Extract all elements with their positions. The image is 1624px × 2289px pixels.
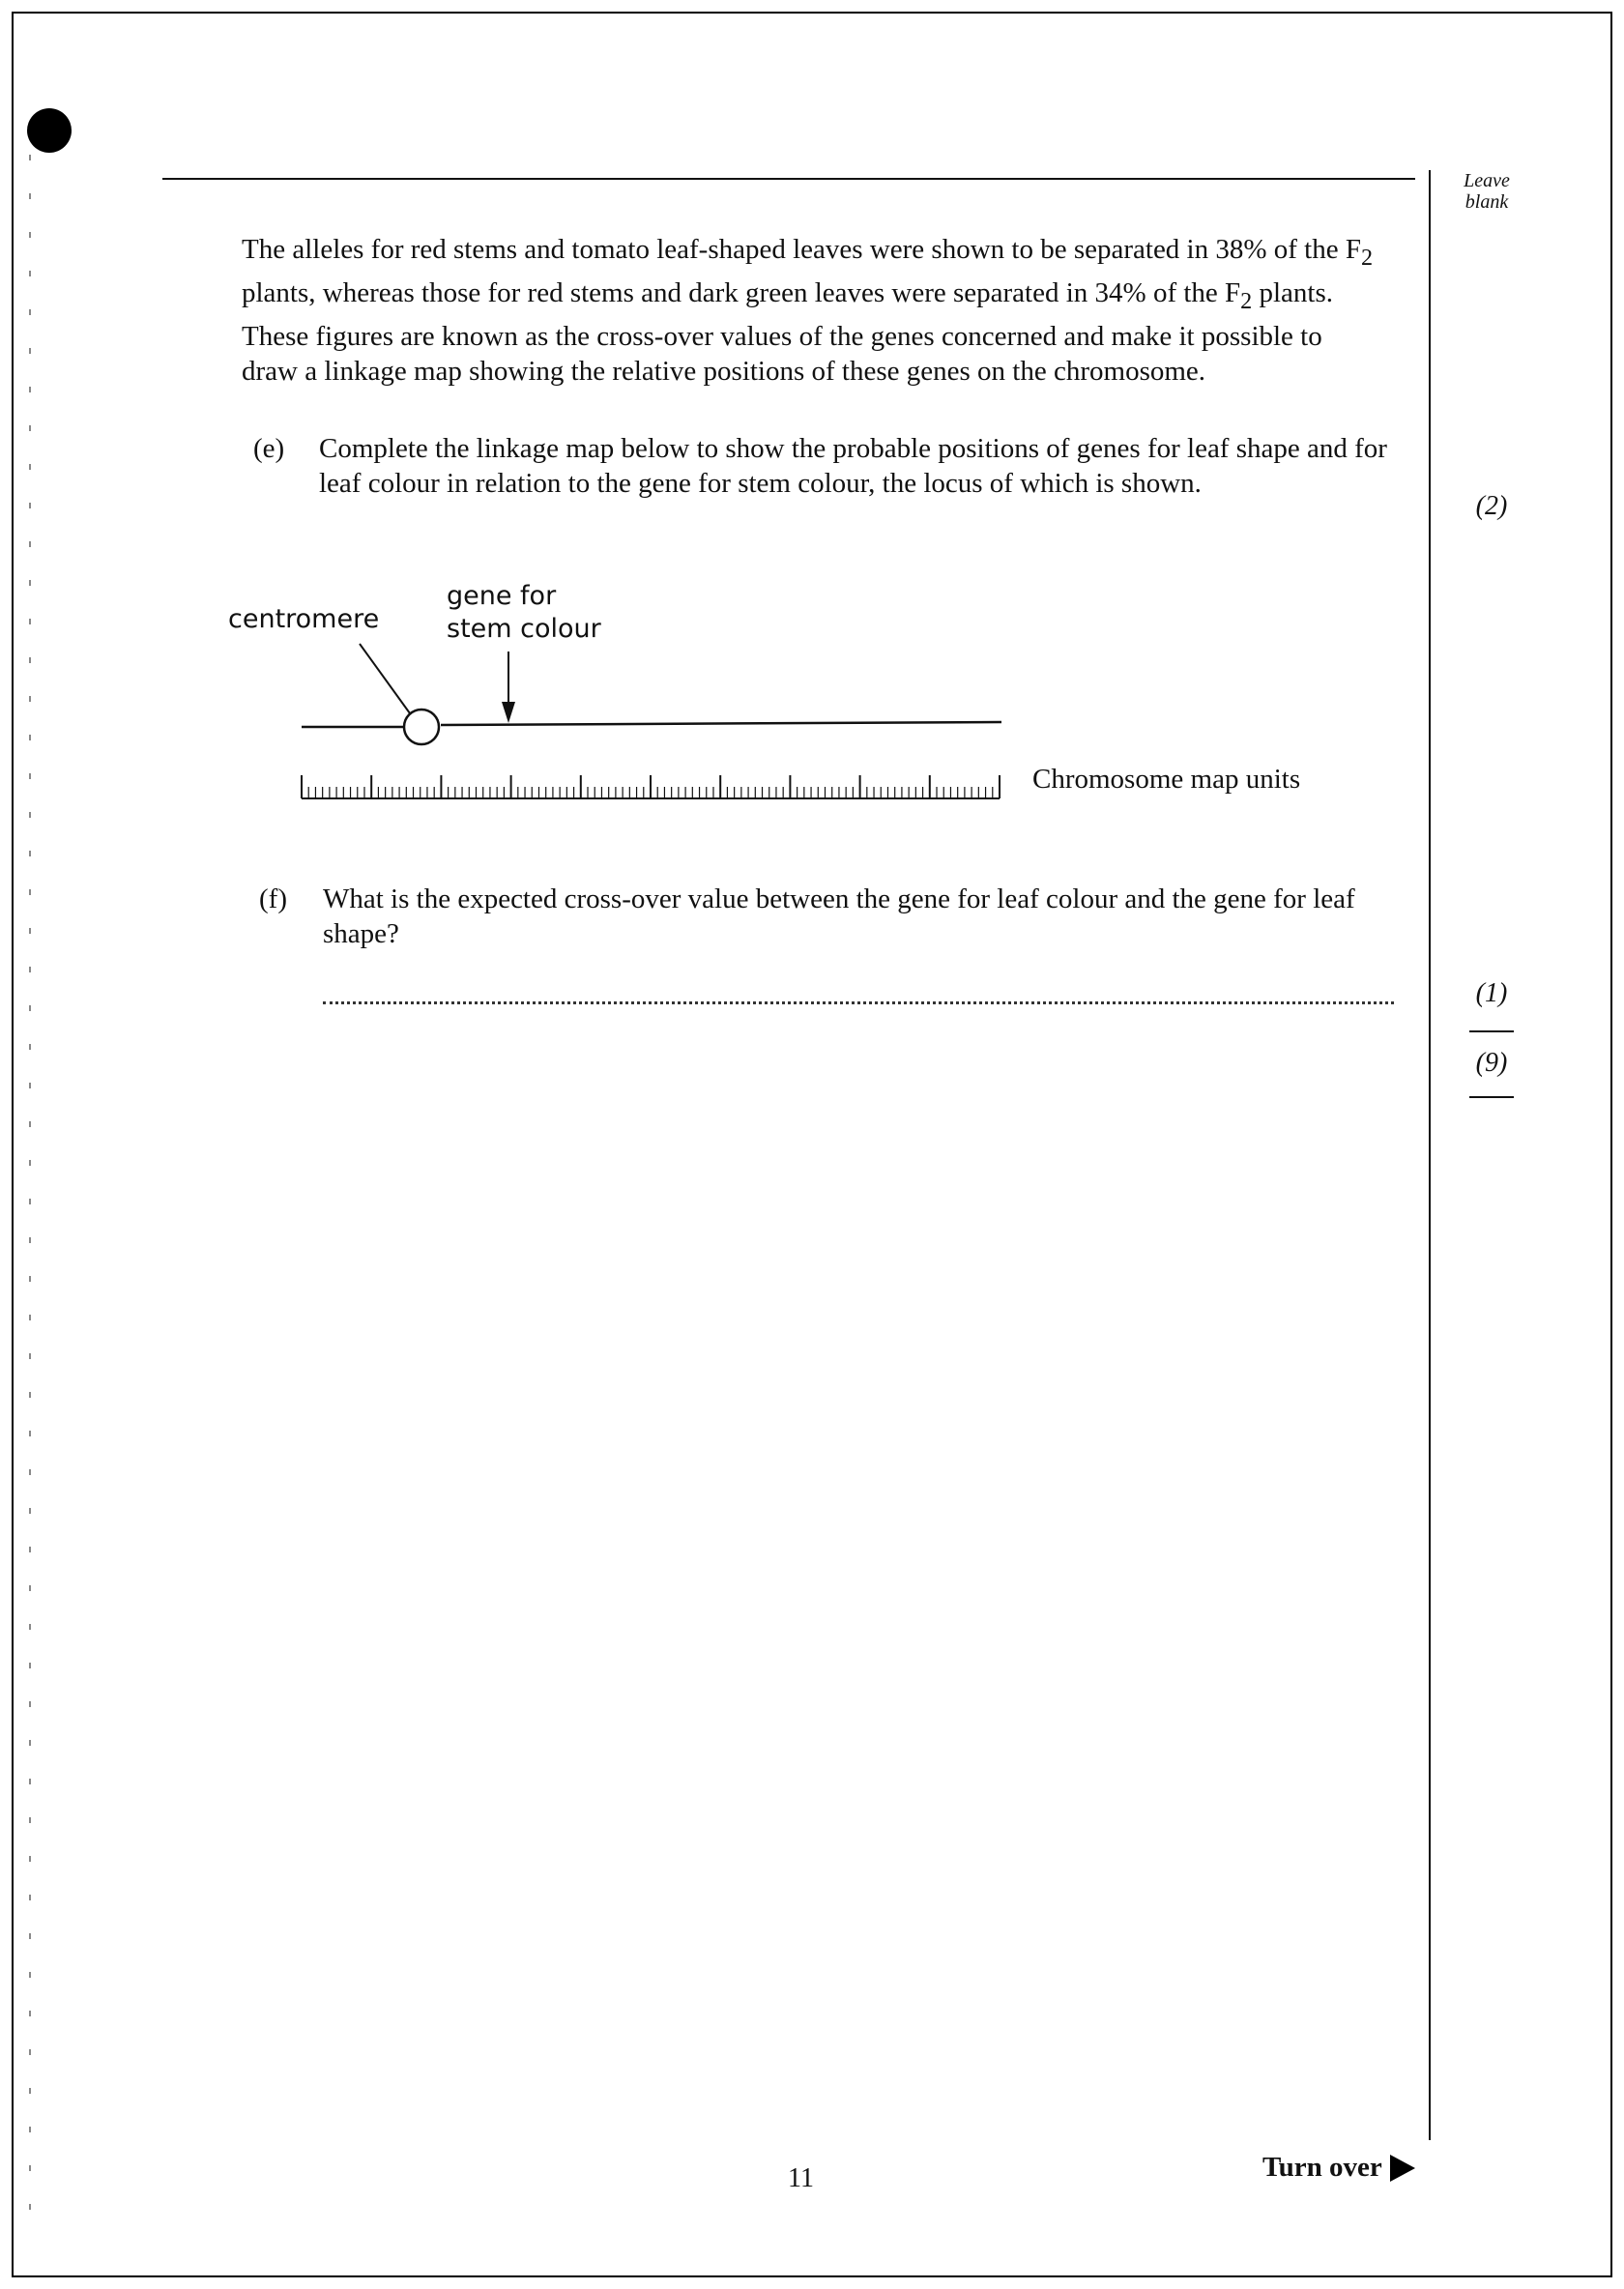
answer-line[interactable]: [323, 1001, 1394, 1004]
question-e-label: (e): [253, 433, 285, 464]
centromere-circle: [404, 710, 439, 744]
total-marks: (9): [1475, 1048, 1508, 1078]
intro-subscript-2: 2: [1240, 287, 1253, 314]
gene-arrow-head: [502, 702, 515, 723]
intro-subscript-1: 2: [1361, 244, 1374, 271]
linkage-map-diagram: [0, 0, 1624, 870]
intro-text-2: plants, whereas those for red stems and dark green leaves were separated in 34% of the F: [242, 276, 1241, 308]
marks-divider-2: [1469, 1096, 1514, 1098]
chromosome-line-right: [441, 722, 1001, 725]
scale-label: Chromosome map units: [1032, 764, 1301, 795]
gene-label-line2: stem colour: [447, 614, 601, 644]
question-f-label: (f): [259, 884, 287, 914]
intro-text-1: The alleles for red stems and tomato leaf-shaped leaves were shown to be separated in 38% of the F: [242, 234, 1361, 265]
question-e-marks: (2): [1475, 491, 1508, 521]
scale-ticks: [302, 775, 1000, 798]
centromere-label: centromere: [228, 604, 380, 634]
intro-text-3: plants. These figures are known as the cross-over values of the genes concerned and make it possible to draw a linkage map showing the relative positions of these genes on the chromosome.: [242, 276, 1334, 387]
gene-label-line1: gene for: [447, 581, 557, 611]
question-f-text: What is the expected cross-over value between the gene for leaf colour and the gene for leaf shape?: [323, 884, 1355, 949]
leave-blank-line2: blank: [1464, 191, 1509, 213]
leave-blank-line1: Leave: [1464, 170, 1510, 191]
page-number: 11: [788, 2163, 814, 2193]
turn-over-label: Turn over: [1262, 2152, 1382, 2183]
marks-divider-1: [1469, 1030, 1514, 1032]
turn-over: [1262, 2152, 1415, 2184]
question-f-marks: (1): [1475, 978, 1508, 1008]
centromere-pointer: [360, 644, 410, 713]
arrow-right-icon: [1390, 2155, 1415, 2182]
question-e-text: Complete the linkage map below to show the probable positions of genes for leaf shape and for leaf colour in relation to the gene for stem colour, the locus of which is shown.: [319, 433, 1387, 499]
